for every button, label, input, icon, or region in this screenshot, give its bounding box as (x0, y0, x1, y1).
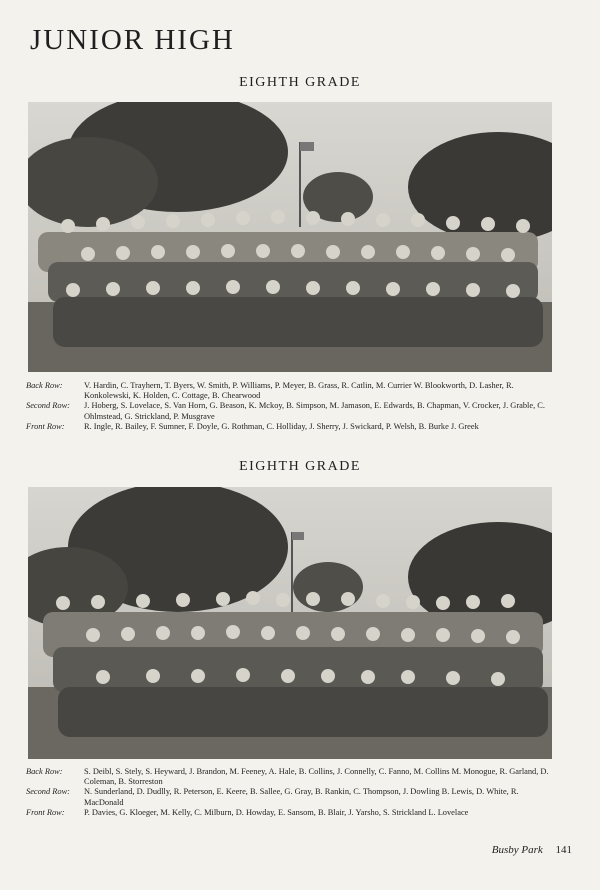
photo-caption-2 (26, 767, 552, 818)
caption-back-row (26, 767, 552, 787)
caption-row-label: Back Row: (26, 767, 63, 776)
caption-front-row (26, 422, 552, 432)
caption-second-row (26, 787, 552, 807)
section-heading-1: EIGHTH GRADE (239, 75, 361, 90)
page-footer (492, 844, 572, 856)
caption-row-names: N. Sunderland, D. Dudlly, R. Peterson, E. Keere, B. Sallee, G. Gray, B. Rankin, C. Thompson, J. Dowling B. Lewis, D. White, R. MacDonald (84, 787, 519, 807)
caption-row-names: R. Ingle, R. Bailey, F. Sumner, F. Doyle, G. Rothman, C. Holliday, J. Sherry, J. Swickard, P. Welsh, B. Burke J. Greek (84, 421, 479, 431)
caption-front-row (26, 808, 552, 818)
caption-row-label: Front Row: (26, 807, 65, 817)
photo-caption-1 (26, 381, 552, 432)
caption-row-label: Second Row: (26, 787, 70, 797)
caption-row-names: V. Hardin, C. Trayhern, T. Byers, W. Smith, P. Williams, P. Meyer, B. Grass, R. Catlin, M. Currier W. Blookworth, D. Lasher, R. Konkolewski, K. Holden, C. Cottage, B. Chearwood (84, 381, 514, 401)
caption-row-names: J. Hoberg, S. Lovelace, S. Van Horn, G. Beason, K. Mckoy, B. Simpson, M. Jamason, E. Edwards, B. Chapman, V. Crocker, J. Grable, C. Ohlmstead, G. Strickland, P. Musgrave (84, 401, 545, 421)
caption-row-label: Front Row: (26, 421, 65, 431)
page-title: JUNIOR HIGH (30, 24, 235, 56)
school-name: Busby Park (491, 844, 543, 856)
class-photo-1 (28, 102, 552, 372)
caption-second-row (26, 401, 552, 421)
caption-back-row (26, 381, 552, 401)
caption-row-label: Second Row: (26, 401, 70, 411)
class-photo-2 (28, 487, 552, 759)
caption-row-names: S. Deibl, S. Stely, S. Heyward, J. Brandon, M. Feeney, A. Hale, B. Collins, J. Connelly, C. Fanno, M. Collins M. Monogue, R. Garland, D. Coleman, B. Storreston (84, 767, 549, 787)
caption-row-label: Back Row: (26, 381, 63, 390)
section-heading-2: EIGHTH GRADE (239, 459, 361, 474)
caption-row-names: P. Davies, G. Kloeger, M. Kelly, C. Milburn, D. Howday, E. Sansom, B. Blair, J. Yarsho, S. Strickland L. Lovelace (84, 807, 469, 817)
page-number: 141 (555, 844, 572, 856)
